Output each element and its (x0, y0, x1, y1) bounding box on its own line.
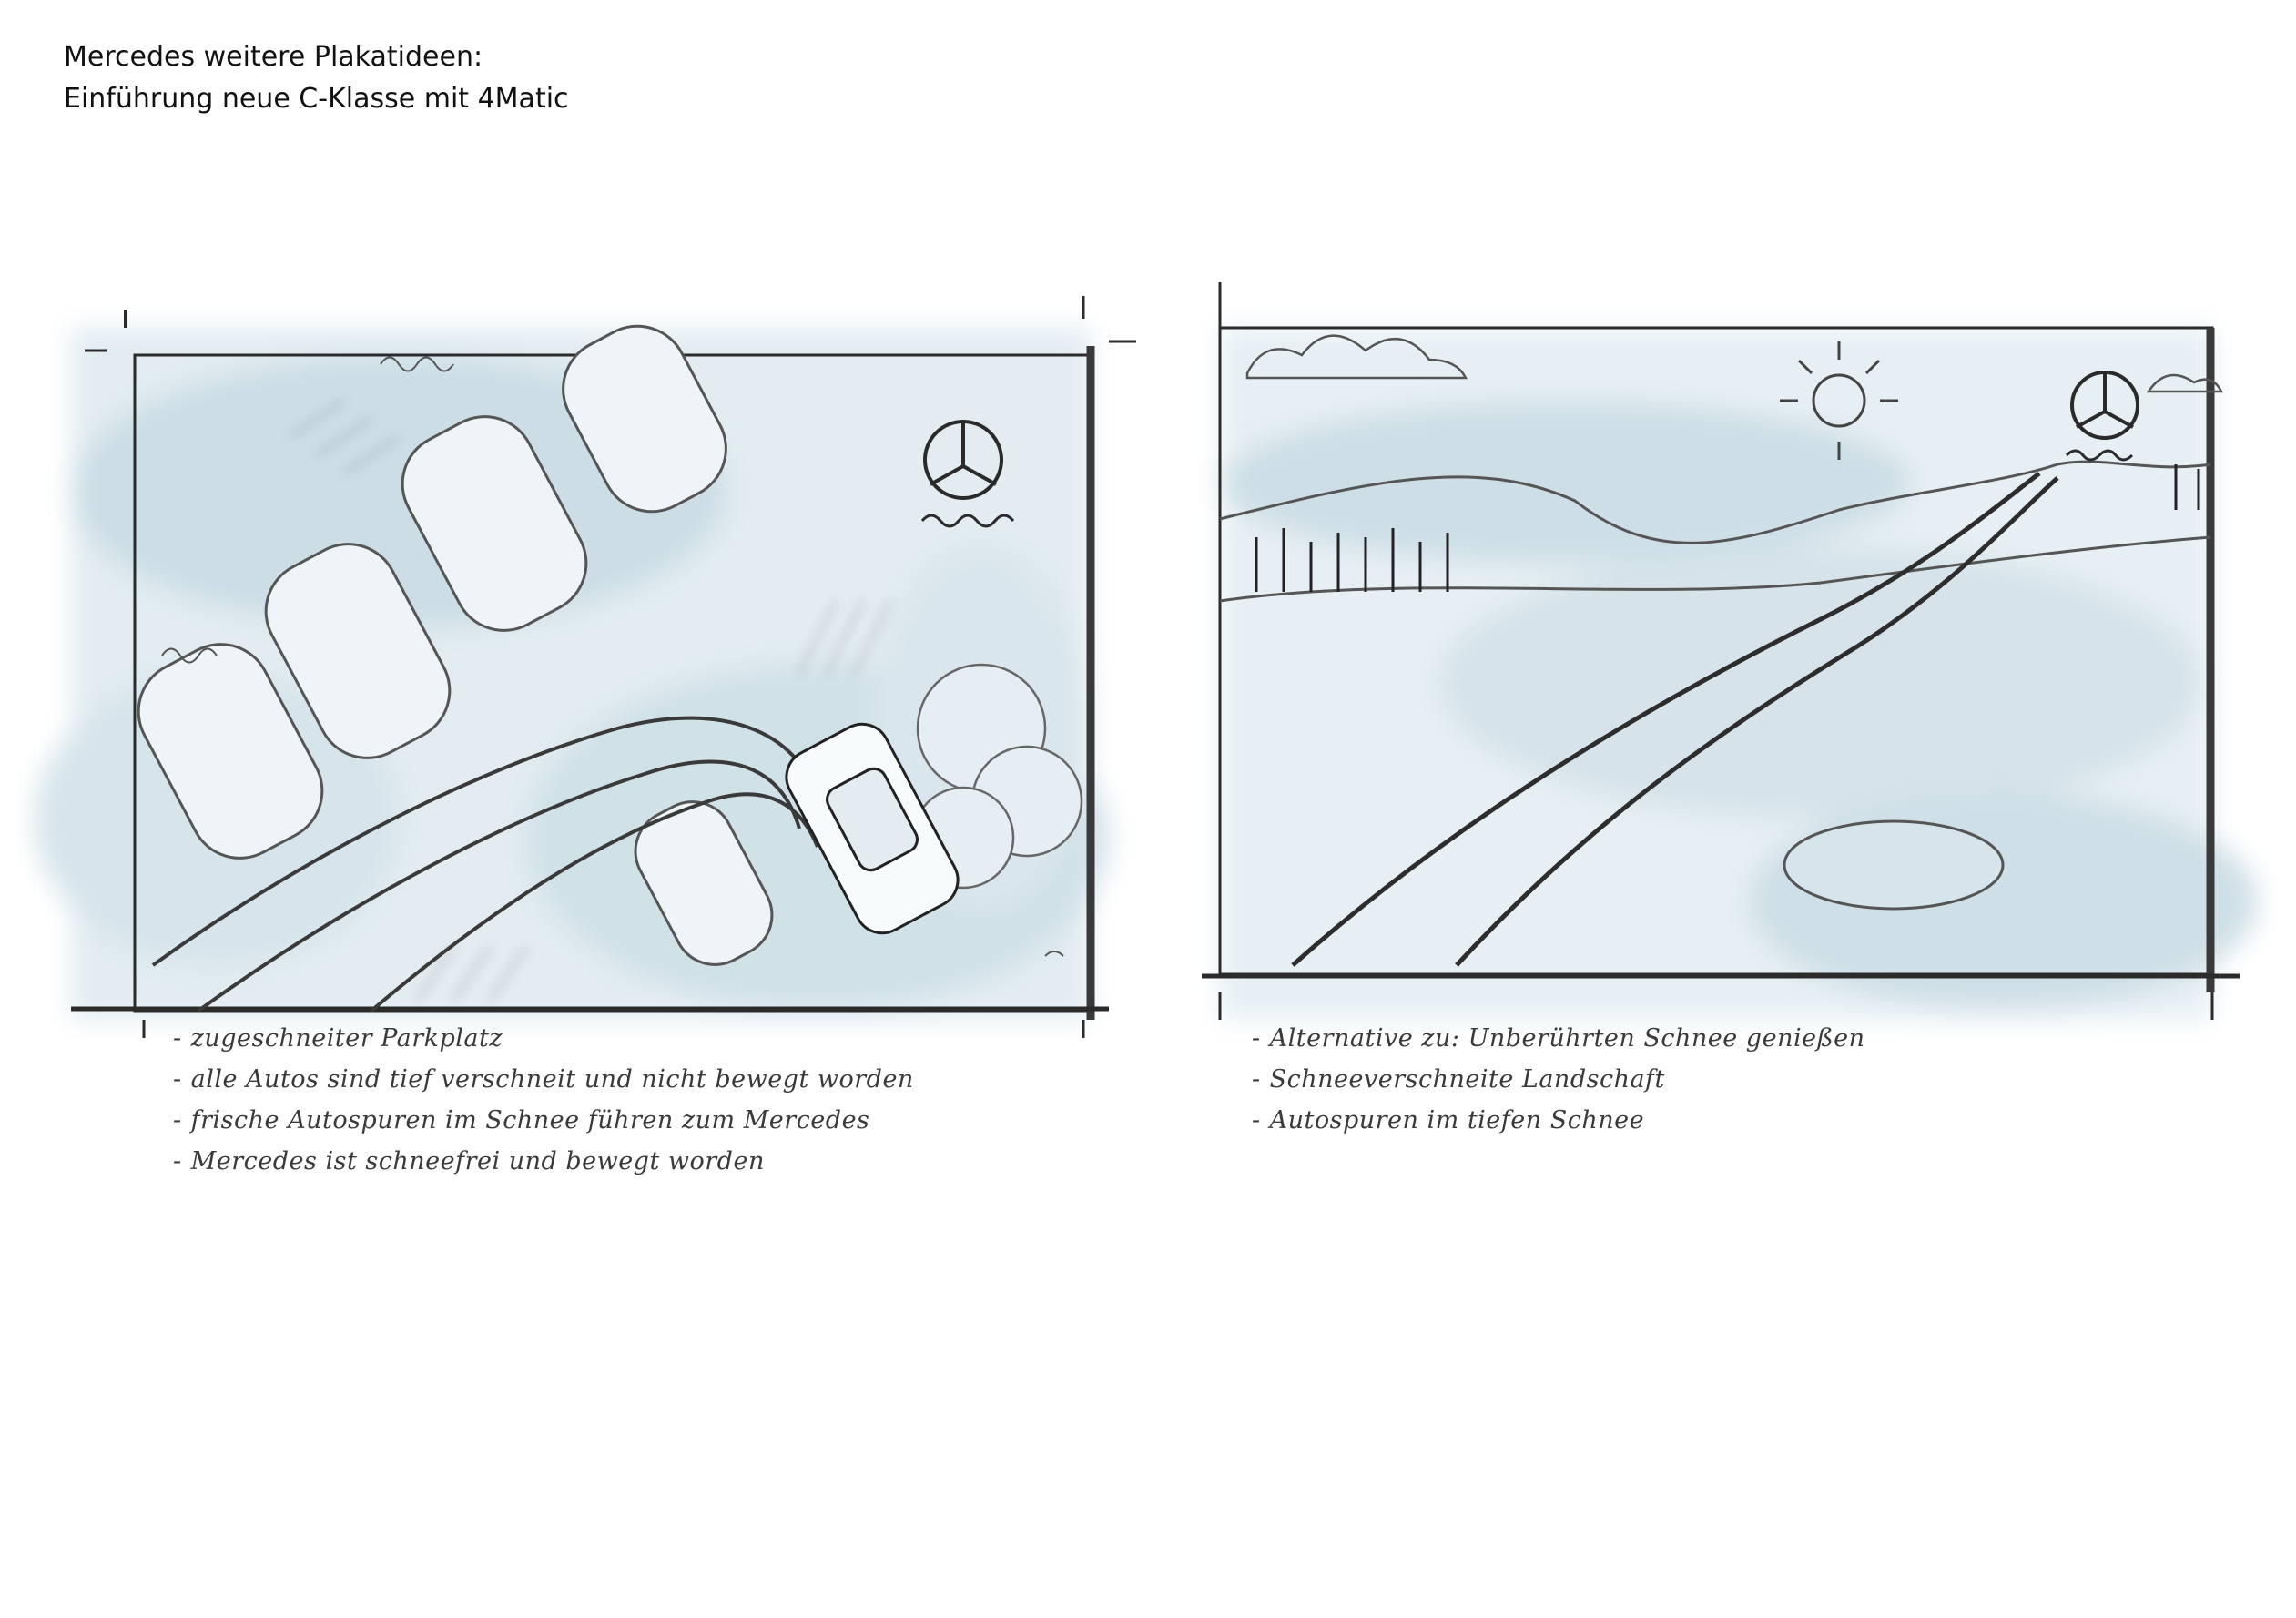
notes-landscape (1252, 1018, 1864, 1141)
note-text: Alternative zu: Unberührten Schnee genießen (1269, 1024, 1865, 1053)
note-item: - Mercedes ist schneefrei und bewegt worden (173, 1147, 765, 1175)
landscape-wash (1220, 328, 2258, 1020)
notes-parking (173, 1018, 914, 1182)
note-item: - zugeschneiter Parkplatz (173, 1024, 503, 1053)
note-item: - frische Autospuren im Schnee führen zum Mercedes (173, 1106, 870, 1135)
note-text: Autospuren im tiefen Schnee (1269, 1106, 1645, 1135)
note-item: - Autospuren im tiefen Schnee (1252, 1106, 1645, 1135)
snow-landscape-sketch (1184, 273, 2276, 1056)
page-heading (64, 36, 569, 120)
pond (1784, 821, 2003, 909)
heading-line-1: Mercedes weitere Plakatideen: (64, 41, 483, 73)
note-item: - Schneeverschneite Landschaft (1252, 1065, 1665, 1094)
note-item: - alle Autos sind tief verschneit und nicht bewegt worden (173, 1065, 914, 1094)
note-text: alle Autos sind tief verschneit und nicht bewegt worden (190, 1065, 914, 1094)
note-text: Mercedes ist schneefrei und bewegt worden (190, 1147, 765, 1175)
note-text: zugeschneiter Parkplatz (190, 1024, 503, 1053)
note-text: frische Autospuren im Schnee führen zum Mercedes (190, 1106, 870, 1135)
note-item: - Alternative zu: Unberührten Schnee genießen (1252, 1024, 1865, 1053)
heading-line-2: Einführung neue C-Klasse mit 4Matic (64, 83, 569, 115)
note-text: Schneeverschneite Landschaft (1269, 1065, 1665, 1094)
parking-lot-sketch (16, 255, 1145, 1038)
